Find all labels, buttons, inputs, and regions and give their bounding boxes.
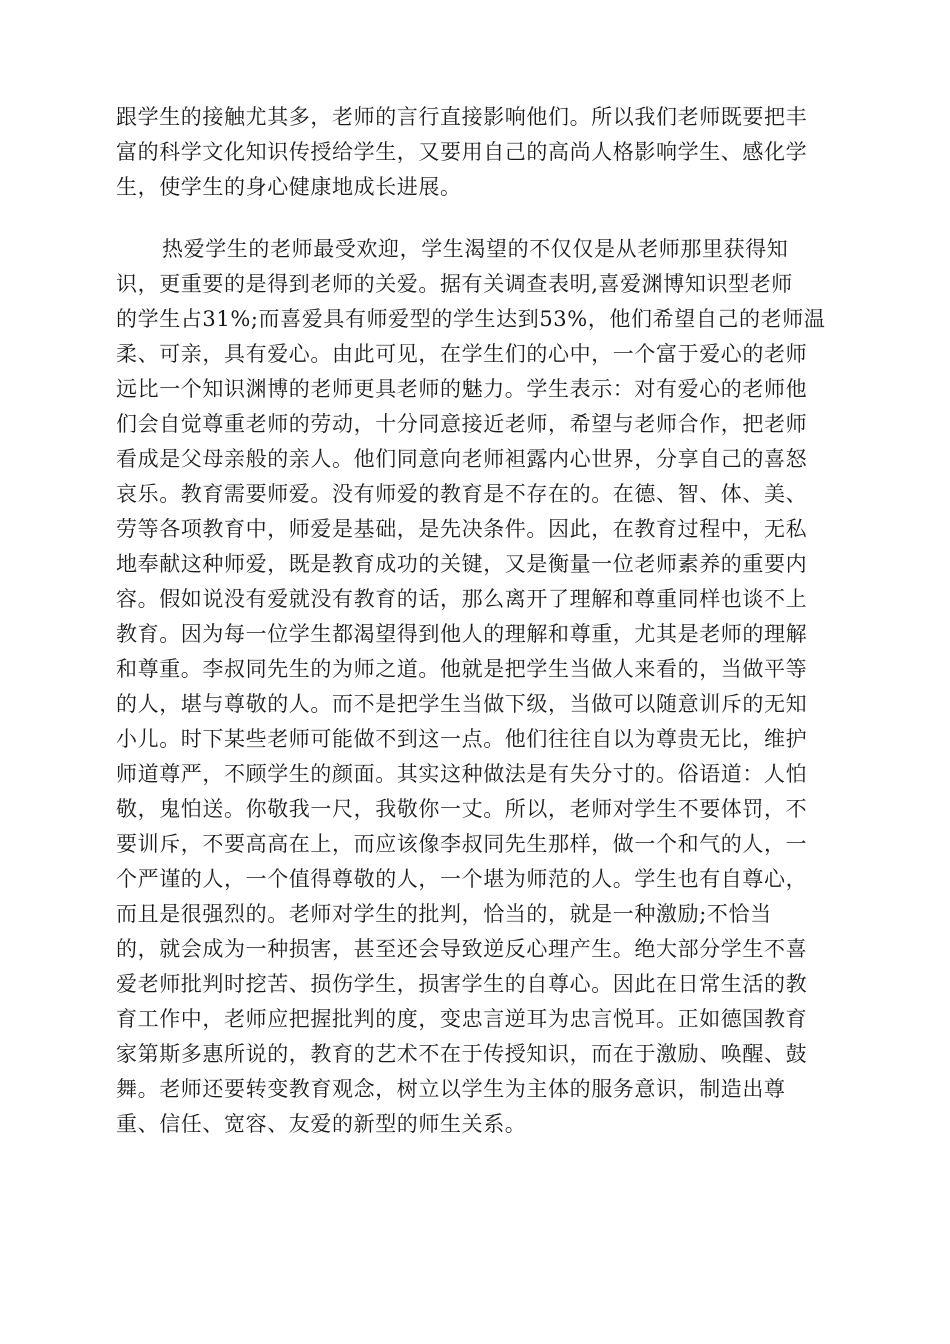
text-line: 的人，堪与尊敬的人。而不是把学生当做下级，当做可以随意训斥的无知	[116, 692, 808, 716]
text-line: 师道尊严，不顾学生的颜面。其实这种做法是有失分寸的。俗语道：人怕	[116, 762, 808, 786]
text-line: 家第斯多惠所说的，教育的艺术不在于传授知识，而在于激励、唤醒、鼓	[116, 1042, 808, 1066]
text-line: 个严谨的人，一个值得尊敬的人，一个堪为师范的人。学生也有自尊心，	[116, 867, 808, 891]
text-line: 识，更重要的是得到老师的关爱。据有关调查表明,喜爱渊博知识型老师	[116, 272, 793, 296]
text-line: 劳等各项教育中，师爱是基础，是先决条件。因此，在教育过程中，无私	[116, 517, 808, 541]
text-line: 富的科学文化知识传授给学生，又要用自己的高尚人格影响学生、感化学	[116, 140, 808, 164]
text-line: 敬，鬼怕送。你敬我一尺，我敬你一丈。所以，老师对学生不要体罚，不	[116, 797, 808, 821]
text-line: 要训斥，不要高高在上，而应该像李叔同先生那样，做一个和气的人，一	[116, 832, 808, 856]
text-line: 小儿。时下某些老师可能做不到这一点。他们往往自以为尊贵无比，维护	[116, 727, 808, 751]
text-line: 远比一个知识渊博的老师更具老师的魅力。学生表示：对有爱心的老师他	[116, 377, 808, 401]
text-line: 跟学生的接触尤其多，老师的言行直接影响他们。所以我们老师既要把丰	[116, 105, 808, 129]
text-line: 的学生占31%;而喜爱具有师爱型的学生达到53%，他们希望自己的老师温	[116, 307, 826, 331]
text-line: 爱老师批判时挖苦、损伤学生，损害学生的自尊心。因此在日常生活的教	[116, 972, 808, 996]
paragraph-spacer	[116, 205, 834, 232]
text-line: 哀乐。教育需要师爱。没有师爱的教育是不存在的。在德、智、体、美、	[116, 482, 808, 506]
text-line: 柔、可亲，具有爱心。由此可见，在学生们的心中，一个富于爱心的老师	[116, 342, 808, 366]
text-line: 教育。因为每一位学生都渴望得到他人的理解和尊重，尤其是老师的理解	[116, 622, 808, 646]
text-line: 而且是很强烈的。老师对学生的批判，恰当的，就是一种激励;不恰当	[116, 902, 772, 926]
text-line: 和尊重。李叔同先生的为师之道。他就是把学生当做人来看的，当做平等	[116, 657, 808, 681]
text-line: 容。假如说没有爱就没有教育的话，那么离开了理解和尊重同样也谈不上	[116, 587, 808, 611]
text-line: 地奉献这种师爱，既是教育成功的关键，又是衡量一位老师素养的重要内	[116, 552, 808, 576]
text-line: 生，使学生的身心健康地成长进展。	[116, 175, 462, 199]
paragraph-1	[116, 100, 834, 205]
text-line: 们会自觉尊重老师的劳动，十分同意接近老师，希望与老师合作，把老师	[116, 412, 808, 436]
paragraph-2	[116, 232, 834, 1142]
text-line: 舞。老师还要转变教育观念，树立以学生为主体的服务意识，制造出尊	[116, 1077, 786, 1101]
document-body	[116, 100, 834, 1142]
text-line: 热爱学生的老师最受欢迎，学生渴望的不仅仅是从老师那里获得知	[162, 237, 789, 261]
text-line: 重、信任、宽容、友爱的新型的师生关系。	[116, 1112, 527, 1136]
text-line: 育工作中，老师应把握批判的度，变忠言逆耳为忠言悦耳。正如德国教育	[116, 1007, 808, 1031]
text-line: 看成是父母亲般的亲人。他们同意向老师袒露内心世界，分享自己的喜怒	[116, 447, 808, 471]
text-line: 的，就会成为一种损害，甚至还会导致逆反心理产生。绝大部分学生不喜	[116, 937, 808, 961]
